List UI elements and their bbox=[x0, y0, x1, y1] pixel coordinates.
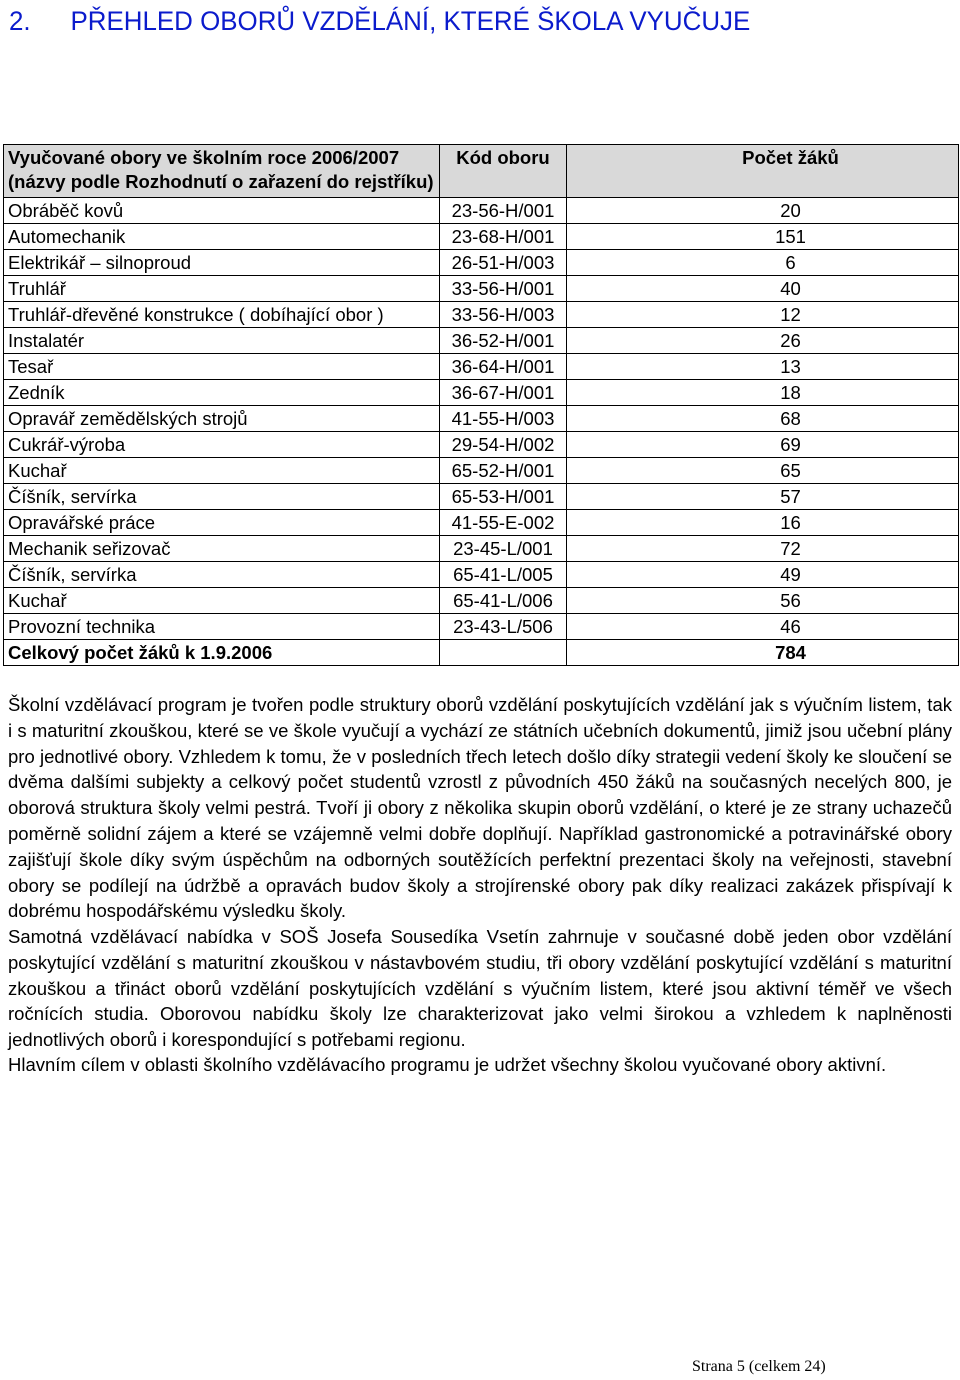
header-field-code: Kód oboru bbox=[440, 145, 567, 198]
cell-field-code: 36-67-H/001 bbox=[440, 380, 567, 406]
paragraph-goal: Hlavním cílem v oblasti školního vzdělávacího programu je udržet všechny školou vyučované obory aktivní. bbox=[8, 1054, 887, 1075]
total-count: 784 bbox=[567, 640, 959, 666]
cell-field-code: 65-41-L/005 bbox=[440, 562, 567, 588]
table-row bbox=[4, 302, 959, 328]
table-row bbox=[4, 562, 959, 588]
total-label: Celkový počet žáků k 1.9.2006 bbox=[4, 640, 440, 666]
cell-field-name: Automechanik bbox=[4, 224, 440, 250]
table-row bbox=[4, 406, 959, 432]
cell-student-count: 65 bbox=[567, 458, 959, 484]
cell-field-code: 23-43-L/506 bbox=[440, 614, 567, 640]
table-row bbox=[4, 484, 959, 510]
cell-field-name: Opravář zemědělských strojů bbox=[4, 406, 440, 432]
cell-student-count: 26 bbox=[567, 328, 959, 354]
cell-student-count: 72 bbox=[567, 536, 959, 562]
cell-field-name: Truhlář-dřevěné konstrukce ( dobíhající obor ) bbox=[4, 302, 440, 328]
cell-field-name: Opravářské práce bbox=[4, 510, 440, 536]
cell-field-name: Elektrikář – silnoproud bbox=[4, 250, 440, 276]
table-row bbox=[4, 510, 959, 536]
cell-field-code: 23-45-L/001 bbox=[440, 536, 567, 562]
cell-field-code: 23-68-H/001 bbox=[440, 224, 567, 250]
header-field-name-line2: (názvy podle Rozhodnutí o zařazení do rejstříku) bbox=[8, 171, 434, 192]
section-title: PŘEHLED OBORŮ VZDĚLÁNÍ, KTERÉ ŠKOLA VYUČUJE bbox=[70, 6, 751, 36]
cell-student-count: 13 bbox=[567, 354, 959, 380]
total-row bbox=[4, 640, 959, 666]
cell-student-count: 151 bbox=[567, 224, 959, 250]
cell-field-code: 36-64-H/001 bbox=[440, 354, 567, 380]
table-row bbox=[4, 354, 959, 380]
cell-field-name: Zedník bbox=[4, 380, 440, 406]
cell-student-count: 46 bbox=[567, 614, 959, 640]
fields-table bbox=[3, 144, 959, 666]
table-row bbox=[4, 276, 959, 302]
table-row bbox=[4, 458, 959, 484]
cell-student-count: 49 bbox=[567, 562, 959, 588]
cell-field-code: 65-41-L/006 bbox=[440, 588, 567, 614]
page-number: Strana 5 (celkem 24) bbox=[692, 1358, 826, 1375]
paragraph-offer: Samotná vzdělávací nabídka v SOŠ Josefa Sousedíka Vsetín zahrnuje v současné době jeden obor vzdělání poskytující vzdělání s maturitní zkouškou v nástavbovém studiu, tři obory vzdělání poskytující vzdělání s maturitní zkouškou a třináct oborů vzdělání poskytujících vzdělání s výučním listem, které jsou aktivní téměř ve všech ročnících studia. Oborovou nabídku školy lze charakterizovat jako velmi širokou a vzhledem k naplněnosti jednotlivých oborů i korespondující s potřebami regionu. bbox=[8, 926, 952, 1051]
table-row bbox=[4, 250, 959, 276]
total-code bbox=[440, 640, 567, 666]
paragraph-program: Školní vzdělávací program je tvořen podle struktury oborů vzdělání poskytujících vzdělání jak s výučním listem, tak i s maturitní zkouškou, které se ve škole vyučují a vychází ze státních učebních dokumentů, jimiž jsou učební plány pro jednotlivé obory. Vzhledem k tomu, že v posledních třech letech došlo díky strategii vedení školy ke sloučení se dvěma dalšími subjekty a celkový počet studentů vzrostl z původních 450 žáků na současných necelých 800, je oborová struktura školy velmi pestrá. Tvoří ji obory z několika skupin oborů vzdělání, o které je ze strany uchazečů poměrně solidní zájem a které se vzájemně velmi dobře doplňují. Například gastronomické a potravinářské obory zajišťují škole díky svým úspěchům na odborných soutěžících perfektní prezentaci školy na veřejnosti, stavební obory se podílejí na údržbě a opravách budov školy a strojírenské obory pak díky realizaci zakázek přispívají k dobrému hospodářskému výsledku školy. bbox=[8, 694, 952, 922]
cell-student-count: 6 bbox=[567, 250, 959, 276]
cell-field-code: 41-55-H/003 bbox=[440, 406, 567, 432]
cell-field-name: Kuchař bbox=[4, 588, 440, 614]
header-field-name-line1: Vyučované obory ve školním roce 2006/2007 bbox=[8, 147, 400, 168]
cell-student-count: 18 bbox=[567, 380, 959, 406]
cell-field-name: Instalatér bbox=[4, 328, 440, 354]
cell-student-count: 12 bbox=[567, 302, 959, 328]
table-row bbox=[4, 380, 959, 406]
cell-student-count: 57 bbox=[567, 484, 959, 510]
cell-field-name: Obráběč kovů bbox=[4, 198, 440, 224]
section-number: 2. bbox=[9, 6, 31, 36]
table-row bbox=[4, 614, 959, 640]
cell-student-count: 56 bbox=[567, 588, 959, 614]
header-student-count: Počet žáků bbox=[567, 145, 959, 198]
cell-field-code: 65-52-H/001 bbox=[440, 458, 567, 484]
cell-field-name: Provozní technika bbox=[4, 614, 440, 640]
table-row bbox=[4, 328, 959, 354]
table-row bbox=[4, 432, 959, 458]
table-row bbox=[4, 588, 959, 614]
section-heading bbox=[9, 6, 750, 37]
table-row bbox=[4, 536, 959, 562]
cell-student-count: 16 bbox=[567, 510, 959, 536]
cell-field-name: Mechanik seřizovač bbox=[4, 536, 440, 562]
cell-field-code: 23-56-H/001 bbox=[440, 198, 567, 224]
cell-field-name: Číšník, servírka bbox=[4, 562, 440, 588]
cell-student-count: 68 bbox=[567, 406, 959, 432]
table-body bbox=[4, 198, 959, 640]
table-header-row bbox=[4, 145, 959, 198]
cell-field-name: Číšník, servírka bbox=[4, 484, 440, 510]
cell-student-count: 69 bbox=[567, 432, 959, 458]
cell-field-code: 26-51-H/003 bbox=[440, 250, 567, 276]
table-row bbox=[4, 198, 959, 224]
cell-field-code: 33-56-H/001 bbox=[440, 276, 567, 302]
header-field-name bbox=[4, 145, 440, 198]
cell-field-code: 33-56-H/003 bbox=[440, 302, 567, 328]
cell-field-code: 36-52-H/001 bbox=[440, 328, 567, 354]
cell-field-name: Kuchař bbox=[4, 458, 440, 484]
cell-field-name: Cukrář-výroba bbox=[4, 432, 440, 458]
cell-student-count: 40 bbox=[567, 276, 959, 302]
cell-field-code: 29-54-H/002 bbox=[440, 432, 567, 458]
cell-field-code: 65-53-H/001 bbox=[440, 484, 567, 510]
cell-field-name: Truhlář bbox=[4, 276, 440, 302]
table-row bbox=[4, 224, 959, 250]
cell-student-count: 20 bbox=[567, 198, 959, 224]
cell-field-code: 41-55-E-002 bbox=[440, 510, 567, 536]
cell-field-name: Tesař bbox=[4, 354, 440, 380]
